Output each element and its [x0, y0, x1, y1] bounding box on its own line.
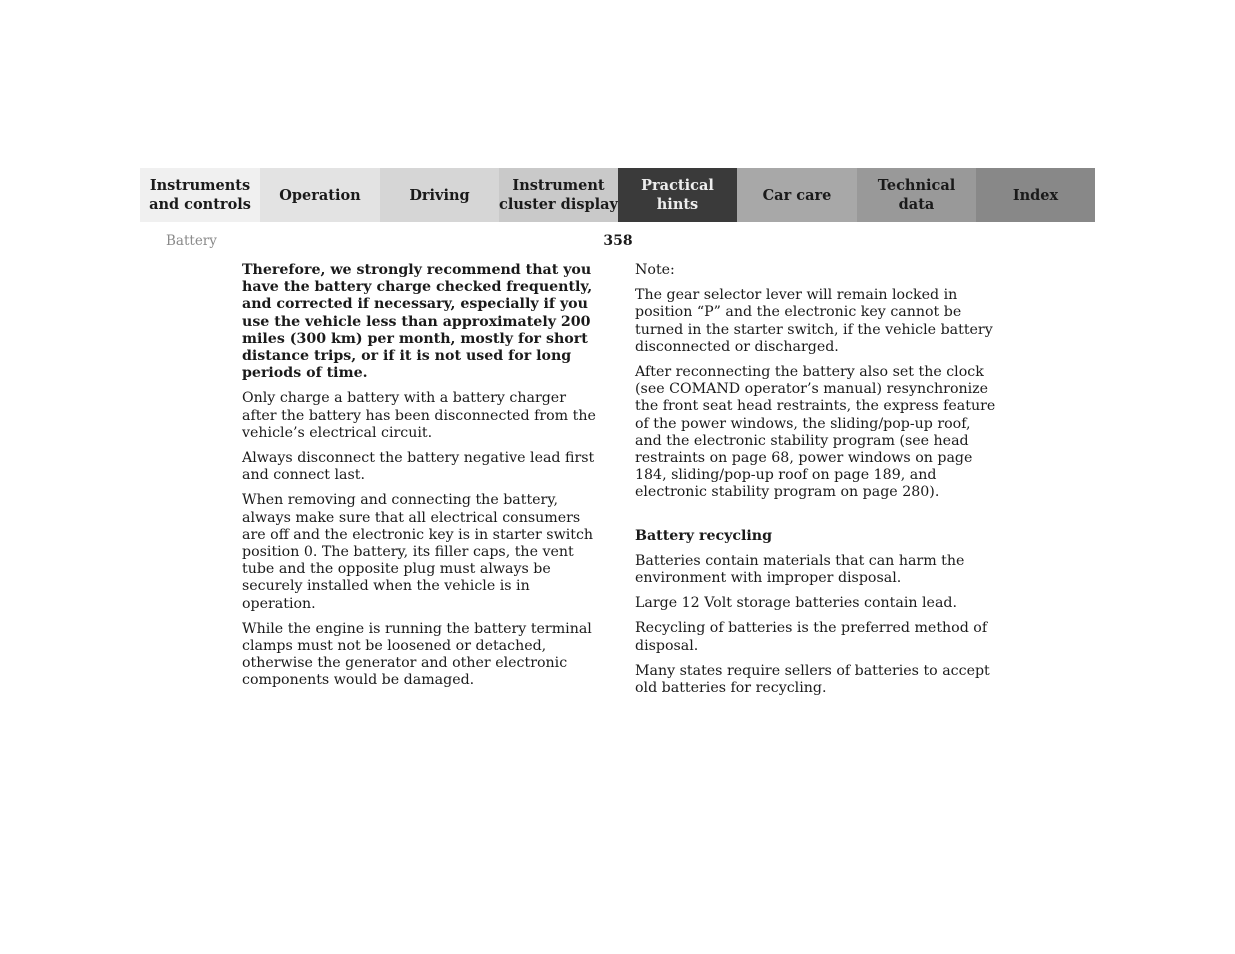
tab-instruments-and-controls[interactable]: Instruments and controls — [140, 168, 260, 222]
section-title: Battery — [166, 233, 217, 249]
chapter-tabs — [140, 168, 1095, 222]
tab-technical-data[interactable]: Technical data — [857, 168, 976, 222]
paragraph: Batteries contain materials that can harm the environment with improper disposal. — [635, 552, 965, 587]
tab-car-care[interactable]: Car care — [737, 168, 857, 222]
tab-instrument-cluster-display[interactable]: Instrument cluster display — [499, 168, 618, 222]
paragraph: Only charge a battery with a battery charger after the battery has been disconnected from the vehicle’s electrical circuit. — [242, 390, 596, 441]
paragraph: Large 12 Volt storage batteries contain lead. — [635, 595, 957, 612]
note-label: Note: — [635, 262, 675, 278]
tab-operation[interactable]: Operation — [260, 168, 380, 222]
paragraph: While the engine is running the battery terminal clamps must not be loosened or detached, otherwise the generator and other electronic components would be damaged. — [242, 620, 592, 689]
note-paragraph: The gear selector lever will remain locked in position “P” and the electronic key cannot be turned in the starter switch, if the vehicle battery disconnected or discharged. — [635, 287, 993, 355]
note-paragraph: After reconnecting the battery also set the clock (see COMAND operator’s manual) resynchronize the front seat head restraints, the express feature of the power windows, the sliding/pop-up roof, and the electronic stability program (see head restraints on page 68, power windows on page 184, sliding/pop-up roof on page 189, and electronic stability program on page 280). — [635, 364, 996, 501]
tab-practical-hints[interactable]: Practical hints — [618, 168, 737, 222]
page-number: 358 — [603, 233, 633, 249]
paragraph: When removing and connecting the battery, always make sure that all electrical consumers are off and the electronic key is in starter switch position 0. The battery, its filler caps, the vent tube and the opposite plug must always be securely installed when the vehicle is in operation. — [242, 492, 594, 612]
right-column — [635, 262, 997, 705]
paragraph: Many states require sellers of batteries to accept old batteries for recycling. — [635, 662, 990, 697]
tab-index[interactable]: Index — [976, 168, 1095, 222]
warning-paragraph: Therefore, we strongly recommend that you have the battery charge checked frequently, and corrected if necessary, especially if you use the vehicle less than approximately 200 miles (300 km) per month, mostly for short distance trips, or if it is not used for long periods of time. — [242, 262, 593, 382]
left-column — [242, 262, 604, 698]
tab-driving[interactable]: Driving — [380, 168, 499, 222]
battery-recycling-heading: Battery recycling — [635, 527, 773, 544]
paragraph: Recycling of batteries is the preferred method of disposal. — [635, 620, 988, 654]
paragraph: Always disconnect the battery negative lead first and connect last. — [242, 450, 595, 484]
